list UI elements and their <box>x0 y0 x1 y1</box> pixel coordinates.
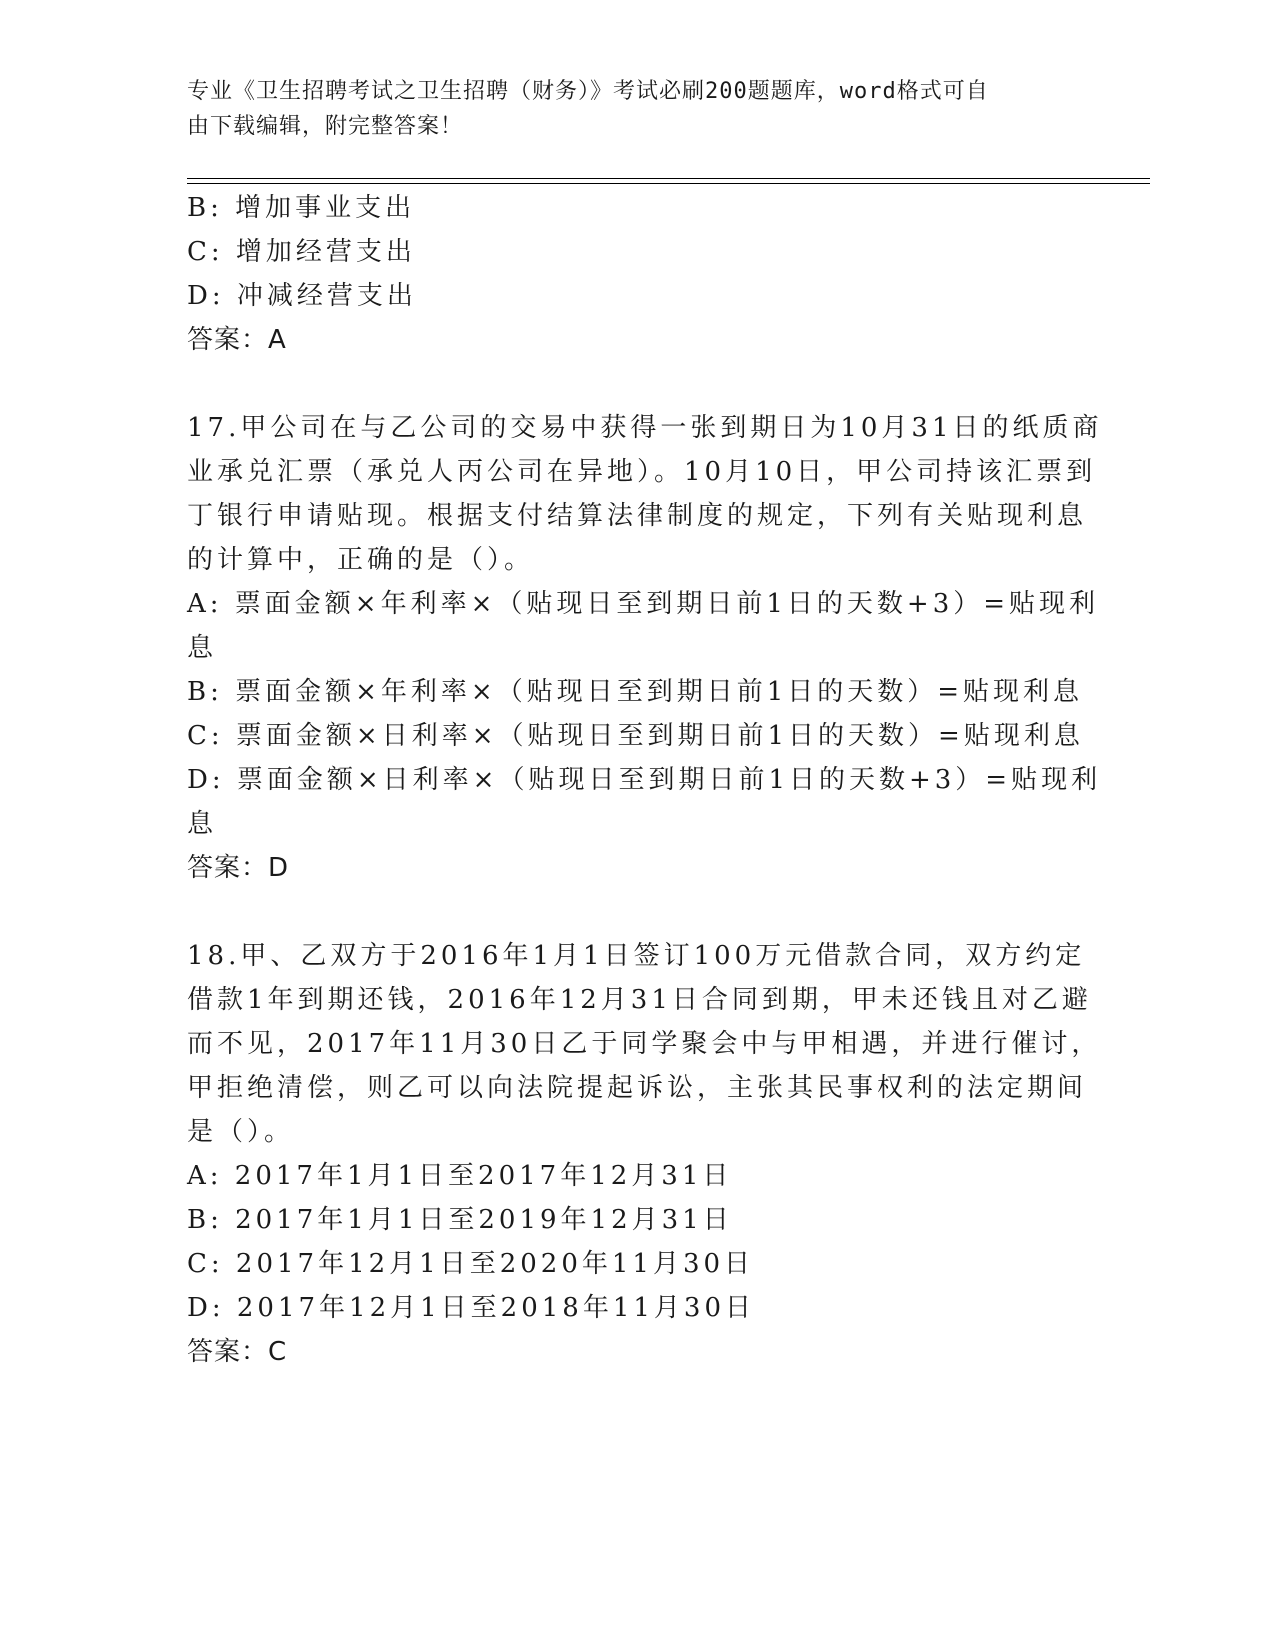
q17-option-c: C: 票面金额×日利率×（贴现日至到期日前1日的天数）=贴现利息 <box>187 721 1084 751</box>
q18-stem-line-3: 而不见，2017年11月30日乙于同学聚会中与甲相遇，并进行催讨， <box>187 1029 1102 1059</box>
q17-answer: 答案：D <box>187 853 290 883</box>
q18-option-c: C: 2017年12月1日至2020年11月30日 <box>187 1249 755 1279</box>
q18-option-d: D: 2017年12月1日至2018年11月30日 <box>187 1293 756 1323</box>
q17-stem-line-2: 业承兑汇票（承兑人丙公司在异地）。10月10日，甲公司持该汇票到 <box>187 457 1097 487</box>
q18-option-b: B: 2017年1月1日至2019年12月31日 <box>187 1205 733 1235</box>
q17-stem-line-1: 17.甲公司在与乙公司的交易中获得一张到期日为10月31日的纸质商 <box>187 413 1103 443</box>
q18-option-a: A: 2017年1月1日至2017年12月31日 <box>187 1161 733 1191</box>
q18-stem-line-4: 甲拒绝清偿，则乙可以向法院提起诉讼，主张其民事权利的法定期间 <box>187 1073 1088 1103</box>
q16-option-c: C: 增加经营支出 <box>187 237 416 267</box>
header-rule-bottom <box>187 183 1150 184</box>
document-header <box>187 74 1067 144</box>
q17-stem-line-4: 的计算中，正确的是（）。 <box>187 545 535 575</box>
header-rule-top <box>187 178 1150 179</box>
q16-option-b: B: 增加事业支出 <box>187 193 416 223</box>
q17-option-a-line-2: 息 <box>187 633 218 663</box>
q17-option-d-line-1: D: 票面金额×日利率×（贴现日至到期日前1日的天数+3）=贴现利 <box>187 765 1102 795</box>
q17-option-a-line-1: A: 票面金额×年利率×（贴现日至到期日前1日的天数+3）=贴现利 <box>187 589 1100 619</box>
q16-option-d: D: 冲减经营支出 <box>187 281 417 311</box>
q18-answer: 答案：C <box>187 1337 288 1367</box>
q17-stem-line-3: 丁银行申请贴现。根据支付结算法律制度的规定，下列有关贴现利息 <box>187 501 1088 531</box>
q18-stem-line-2: 借款1年到期还钱，2016年12月31日合同到期，甲未还钱且对乙避 <box>187 985 1092 1015</box>
q17-option-b: B: 票面金额×年利率×（贴现日至到期日前1日的天数）=贴现利息 <box>187 677 1084 707</box>
q18-stem-line-5: 是（）。 <box>187 1117 295 1147</box>
q16-answer: 答案：A <box>187 325 287 355</box>
header-line-1: 专业《卫生招聘考试之卫生招聘（财务）》考试必刷200题题库，word格式可自 <box>187 79 989 104</box>
q17-option-d-line-2: 息 <box>187 809 218 839</box>
header-line-2: 由下载编辑，附完整答案！ <box>187 114 464 139</box>
q18-stem-line-1: 18.甲、乙双方于2016年1月1日签订100万元借款合同，双方约定 <box>187 941 1086 971</box>
